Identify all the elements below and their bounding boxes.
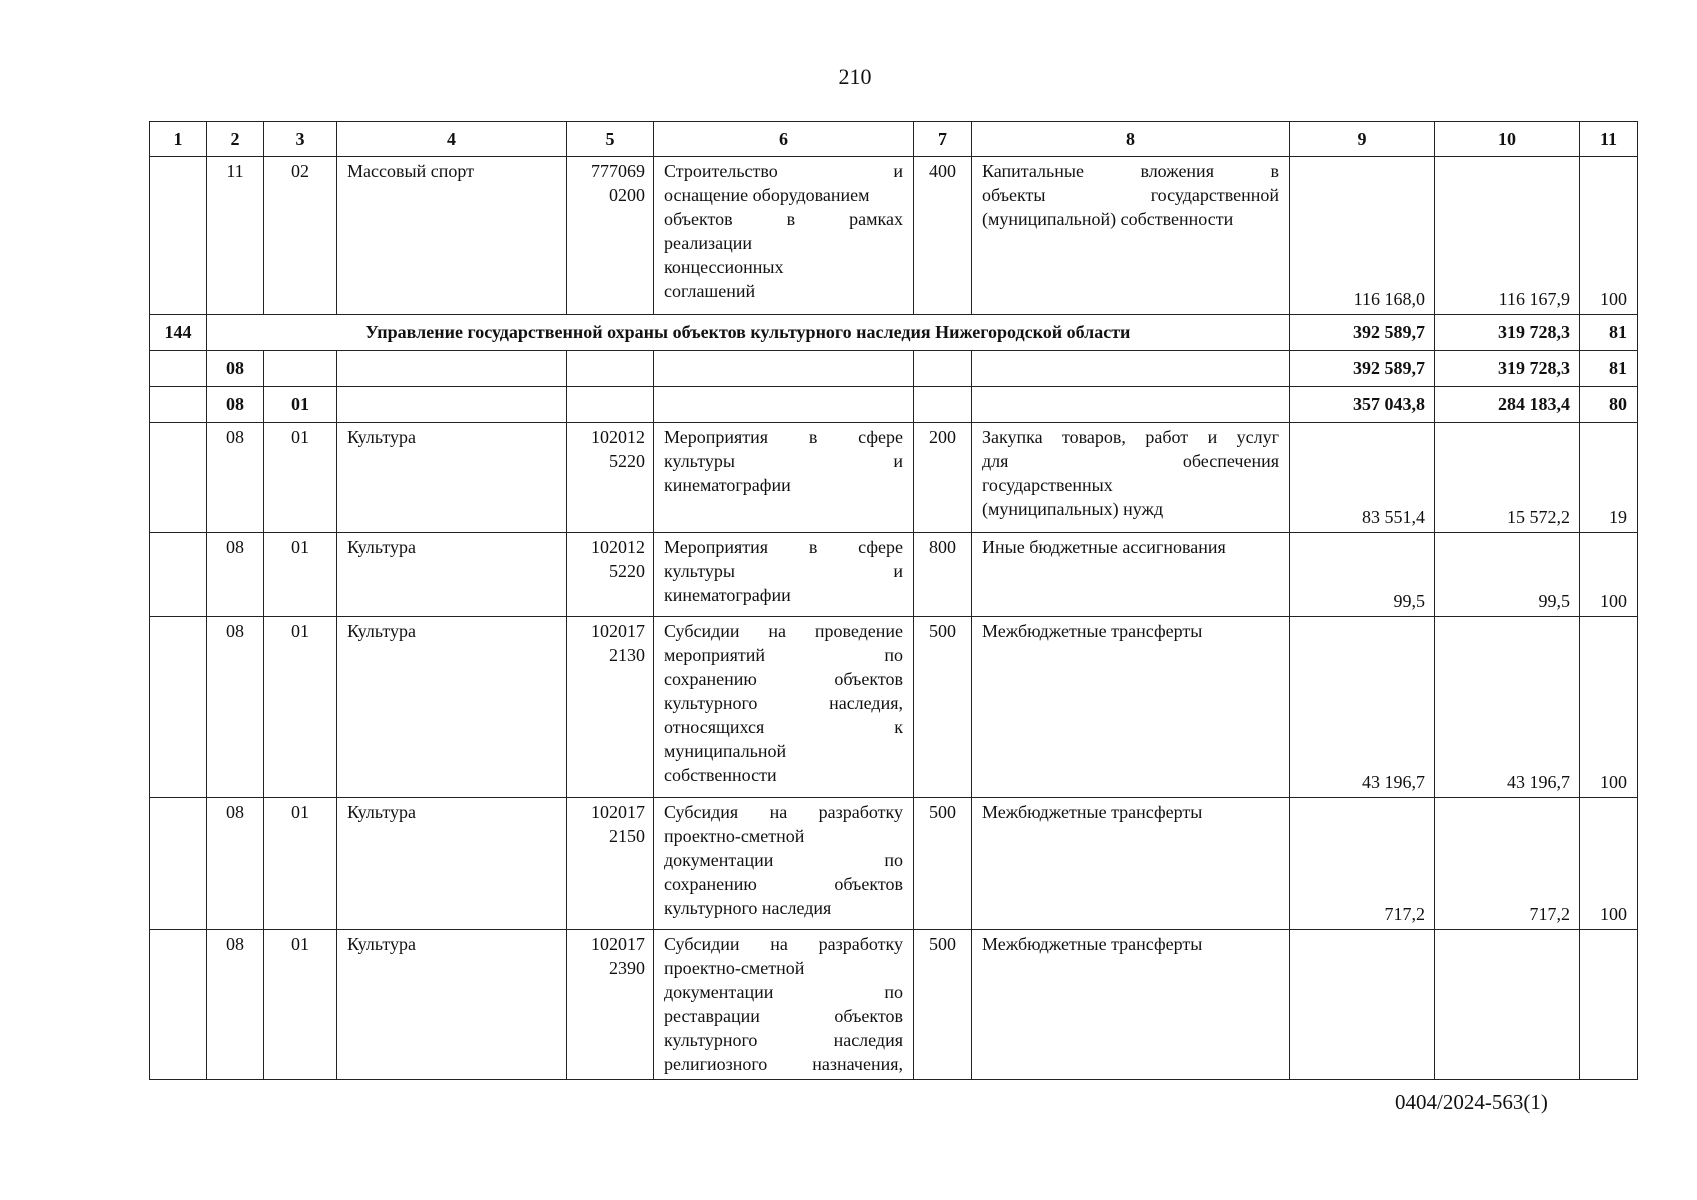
cell-subsection: 01 (264, 798, 337, 930)
cell-col1 (150, 798, 207, 930)
col-header: 1 (150, 122, 207, 157)
cell-col1 (150, 533, 207, 617)
cell-target-code: 102012 5220 (567, 533, 654, 617)
cell-percent: 81 (1580, 351, 1638, 387)
cell-expense-name: Межбюджетные трансферты (972, 798, 1290, 930)
cell-executed: 116 167,9 (1435, 157, 1580, 315)
cell-section: 08 (207, 930, 264, 1080)
cell-subsection-name: Культура (337, 423, 567, 533)
col-header: 5 (567, 122, 654, 157)
cell-target-name: Субсидии на разработку проектно-сметной документации по реставрации объектов культурного наследия религиозного назначения, (654, 930, 914, 1080)
cell-percent: 81 (1580, 315, 1638, 351)
cell-target-name (654, 387, 914, 423)
cell-executed: 319 728,3 (1435, 315, 1580, 351)
cell-planned: 43 196,7 (1290, 617, 1435, 798)
cell-expense-type (914, 387, 972, 423)
department-row (150, 315, 1638, 351)
cell-subsection-name: Культура (337, 930, 567, 1080)
cell-planned: 392 589,7 (1290, 315, 1435, 351)
budget-table (149, 121, 1638, 1080)
cell-target-name: Строительство и оснащение оборудованием объектов в рамках реализации концессионных соглашений (654, 157, 914, 315)
document-code: 0404/2024-563(1) (1395, 1090, 1548, 1114)
cell-target-code: 102017 2390 (567, 930, 654, 1080)
cell-expense-type: 200 (914, 423, 972, 533)
cell-section: 11 (207, 157, 264, 315)
cell-subsection-name: Культура (337, 798, 567, 930)
cell-section: 08 (207, 423, 264, 533)
cell-expense-type: 500 (914, 617, 972, 798)
cell-subsection-name (337, 387, 567, 423)
cell-expense-type: 500 (914, 798, 972, 930)
cell-col1 (150, 930, 207, 1080)
cell-planned: 83 551,4 (1290, 423, 1435, 533)
cell-target-code: 102017 2130 (567, 617, 654, 798)
cell-expense-name: Межбюджетные трансферты (972, 617, 1290, 798)
cell-subsection: 01 (264, 930, 337, 1080)
cell-planned (1290, 930, 1435, 1080)
cell-target-name: Субсидии на проведение мероприятий по сохранению объектов культурного наследия, относящихся к муниципальной собственности (654, 617, 914, 798)
cell-subsection-name: Массовый спорт (337, 157, 567, 315)
cell-target-name (654, 351, 914, 387)
cell-expense-type: 500 (914, 930, 972, 1080)
cell-executed: 284 183,4 (1435, 387, 1580, 423)
table-row (150, 423, 1638, 533)
section-row (150, 351, 1638, 387)
cell-percent: 100 (1580, 798, 1638, 930)
cell-executed: 717,2 (1435, 798, 1580, 930)
cell-expense-name (972, 387, 1290, 423)
cell-planned: 392 589,7 (1290, 351, 1435, 387)
cell-executed: 99,5 (1435, 533, 1580, 617)
col-header: 10 (1435, 122, 1580, 157)
subsection-row (150, 387, 1638, 423)
cell-target-code: 102012 5220 (567, 423, 654, 533)
table-row (150, 533, 1638, 617)
col-header: 6 (654, 122, 914, 157)
table-row (150, 798, 1638, 930)
cell-executed: 15 572,2 (1435, 423, 1580, 533)
cell-target-code (567, 351, 654, 387)
col-header: 9 (1290, 122, 1435, 157)
cell-expense-name: Межбюджетные трансферты (972, 930, 1290, 1080)
cell-percent: 80 (1580, 387, 1638, 423)
cell-expense-type: 800 (914, 533, 972, 617)
col-header: 7 (914, 122, 972, 157)
cell-percent: 19 (1580, 423, 1638, 533)
cell-section: 08 (207, 617, 264, 798)
cell-target-code: 102017 2150 (567, 798, 654, 930)
cell-expense-type (914, 351, 972, 387)
cell-subsection-name: Культура (337, 533, 567, 617)
cell-section: 08 (207, 387, 264, 423)
cell-expense-name: Капитальные вложения в объекты государственной (муниципальной) собственности (972, 157, 1290, 315)
cell-subsection: 02 (264, 157, 337, 315)
cell-expense-name: Закупка товаров, работ и услуг для обеспечения государственных (муниципальных) нужд (972, 423, 1290, 533)
cell-subsection-name (337, 351, 567, 387)
cell-percent: 100 (1580, 533, 1638, 617)
cell-executed (1435, 930, 1580, 1080)
cell-expense-type: 400 (914, 157, 972, 315)
cell-target-name: Мероприятия в сфере культуры и кинематографии (654, 423, 914, 533)
cell-planned: 99,5 (1290, 533, 1435, 617)
cell-expense-name (972, 351, 1290, 387)
cell-col1 (150, 157, 207, 315)
cell-section: 08 (207, 533, 264, 617)
cell-percent (1580, 930, 1638, 1080)
col-header: 8 (972, 122, 1290, 157)
page-number: 210 (838, 64, 872, 89)
cell-executed: 43 196,7 (1435, 617, 1580, 798)
cell-col1 (150, 387, 207, 423)
cell-subsection (264, 351, 337, 387)
cell-section: 08 (207, 798, 264, 930)
cell-target-name: Мероприятия в сфере культуры и кинематографии (654, 533, 914, 617)
cell-target-name: Субсидия на разработку проектно-сметной документации по сохранению объектов культурного наследия (654, 798, 914, 930)
cell-percent: 100 (1580, 157, 1638, 315)
cell-subsection: 01 (264, 387, 337, 423)
cell-planned: 116 168,0 (1290, 157, 1435, 315)
cell-planned: 717,2 (1290, 798, 1435, 930)
cell-target-code: 777069 0200 (567, 157, 654, 315)
cell-department-title: Управление государственной охраны объектов культурного наследия Нижегородской области (207, 315, 1290, 351)
cell-col1 (150, 617, 207, 798)
cell-col1 (150, 423, 207, 533)
col-header: 4 (337, 122, 567, 157)
cell-executed: 319 728,3 (1435, 351, 1580, 387)
cell-planned: 357 043,8 (1290, 387, 1435, 423)
col-header: 2 (207, 122, 264, 157)
cell-subsection: 01 (264, 617, 337, 798)
cell-col1 (150, 351, 207, 387)
cell-percent: 100 (1580, 617, 1638, 798)
cell-subsection: 01 (264, 423, 337, 533)
table-row (150, 930, 1638, 1080)
table-row (150, 157, 1638, 315)
col-header: 11 (1580, 122, 1638, 157)
cell-target-code (567, 387, 654, 423)
cell-department-code: 144 (150, 315, 207, 351)
cell-section: 08 (207, 351, 264, 387)
table-row (150, 617, 1638, 798)
col-header: 3 (264, 122, 337, 157)
cell-subsection: 01 (264, 533, 337, 617)
header-row (150, 122, 1638, 157)
cell-expense-name: Иные бюджетные ассигнования (972, 533, 1290, 617)
cell-subsection-name: Культура (337, 617, 567, 798)
